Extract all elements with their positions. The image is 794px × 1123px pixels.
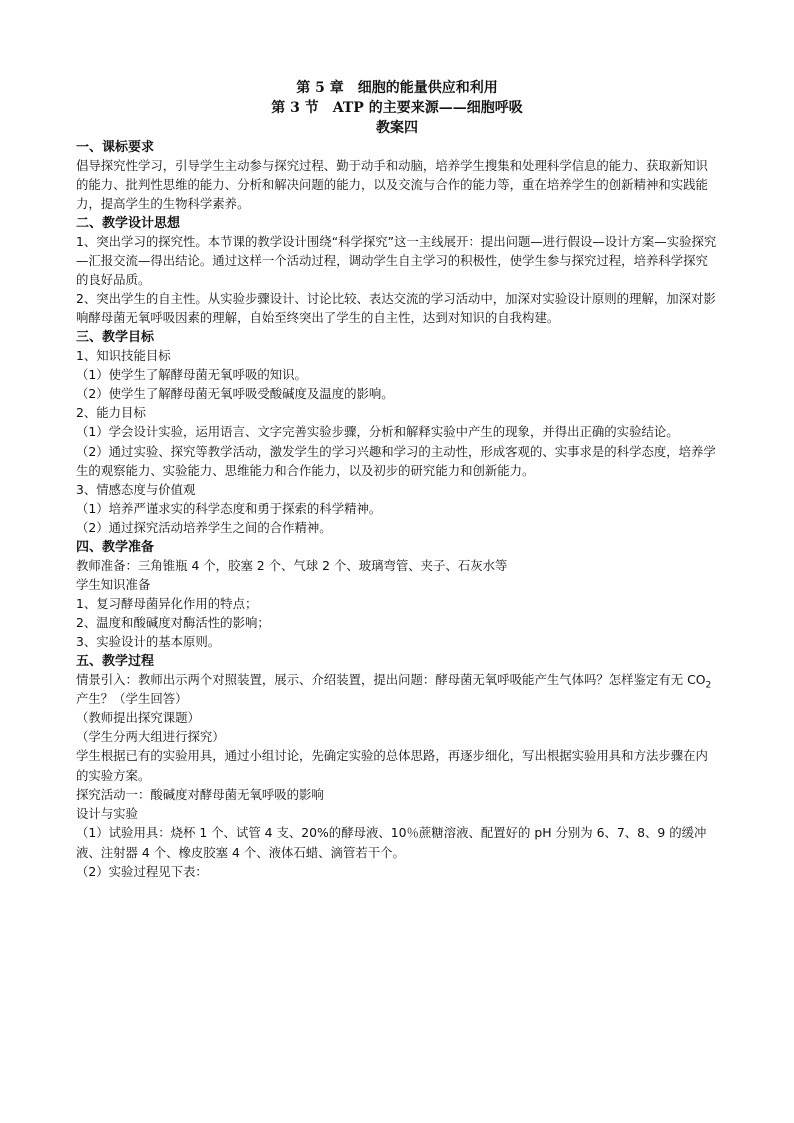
heading-design-idea: 二、教学设计思想 [76,215,181,231]
heading-curriculum-requirements: 一、课标要求 [76,140,155,155]
student-preparation-item: 1、复习酵母菌异化作用的特点； [76,596,258,612]
goal-knowledge-item: （2）使学生了解酵母菌无氧呼吸受酸碱度及温度的影响。 [76,386,394,402]
goal-knowledge-item: （1）使学生了解酵母菌无氧呼吸的知识。 [76,366,307,382]
goal-ability-item: （1）学会设计实验，运用语言、文字完善实验步骤，分析和解释实验中产生的现象，并得出正确的实验结论。 [76,424,679,440]
design-idea-point-1: 1、突出学习的探究性。本节课的教学设计围绕“科学探究”这一主线展开：提出问题—进行假设—设计方案—实验探究—汇报交流—得出结论。通过这样一个活动过程，调动学生自主学习的积极性，使学生参与探究过程，培养科学探究的良好品质。 [76,233,717,288]
curriculum-requirements-text: 倡导探究性学习，引导学生主动参与探究过程、勤于动手和动脑，培养学生搜集和处理科学信息的能力、获取新知识的能力、批判性思维的能力、分析和解决问题的能力，以及交流与合作的能力等，重在培养学生的创新精神和实践能力，提高学生的生物科学素养。 [76,158,708,212]
design-and-experiment: 设计与实验 [76,806,138,822]
co2-subscript: 2 [705,680,712,691]
heading-teaching-goals: 三、教学目标 [76,329,155,345]
experiment-process: （2）实验过程见下表： [76,863,208,879]
scenario-intro-text: 情景引入：教师出示两个对照装置，展示、介绍装置，提出问题：酵母菌无氧呼吸能产生气体吗？怎样鉴定有无 CO [76,671,706,687]
heading-teaching-process: 五、教学过程 [76,653,155,669]
goal-ability-item: （2）通过实验、探究等教学活动，激发学生的学习兴趣和学习的主动性，形成客观的、实事求是的科学态度，培养学生的观察能力、实验能力、思维能力和合作能力，以及初步的研究能力和创新能力。 [76,443,716,478]
goal-attitude-item: （2）通过探究活动培养学生之间的合作精神。 [76,520,332,536]
teacher-preparation: 教师准备：三角锥瓶 4 个，胶塞 2 个、气球 2 个、玻璃弯管、夹子、石灰水等 [76,557,508,573]
scenario-intro [76,670,718,708]
goal-attitude: 3、情感态度与价值观 [76,482,196,498]
scenario-intro-text-end: 产生？（学生回答） [76,690,188,706]
heading-preparation: 四、教学准备 [76,539,155,555]
student-preparation: 学生知识准备 [76,576,151,592]
design-idea-point-2: 2、突出学生的自主性。从实验步骤设计、讨论比较、表达交流的学习活动中，加深对实验设计原则的理解，加深对影响酵母菌无氧呼吸因素的理解，自始至终突出了学生的自主性，达到对知识的自我构建。 [76,291,716,326]
process-note: （学生分两大组进行探究） [76,729,225,745]
student-preparation-item: 3、实验设计的基本原则。 [76,634,221,650]
process-note: （教师提出探究课题） [76,710,200,726]
inquiry-activity-title: 探究活动一：酸碱度对酵母菌无氧呼吸的影响 [76,786,324,802]
goal-attitude-item: （1）培养严谨求实的科学态度和勇于探索的科学精神。 [76,501,382,517]
student-preparation-item: 2、温度和酸碱度对酶活性的影响； [76,615,270,631]
experiment-materials: （1）试验用具：烧杯 1 个、试管 4 支、20%的酵母液、10％蔗糖溶液、配置好的 pH 分别为 6、7、8、9 的缓冲液、注射器 4 个、橡皮胶塞 4 个、液体石蜡、滴管若干个。 [76,825,707,860]
goal-ability: 2、能力目标 [76,405,146,421]
chapter-title: 第 5 章 细胞的能量供应和利用 [296,80,498,96]
section-title: 第 3 节 ATP 的主要来源——细胞呼吸 [271,100,523,116]
goal-knowledge: 1、知识技能目标 [76,347,171,363]
process-paragraph: 学生根据已有的实验用具，通过小组讨论，先确定实验的总体思路，再逐步细化，写出根据实验用具和方法步骤在内的实验方案。 [76,748,708,783]
lesson-plan-title: 教案四 [376,120,418,136]
document-page [76,78,718,881]
